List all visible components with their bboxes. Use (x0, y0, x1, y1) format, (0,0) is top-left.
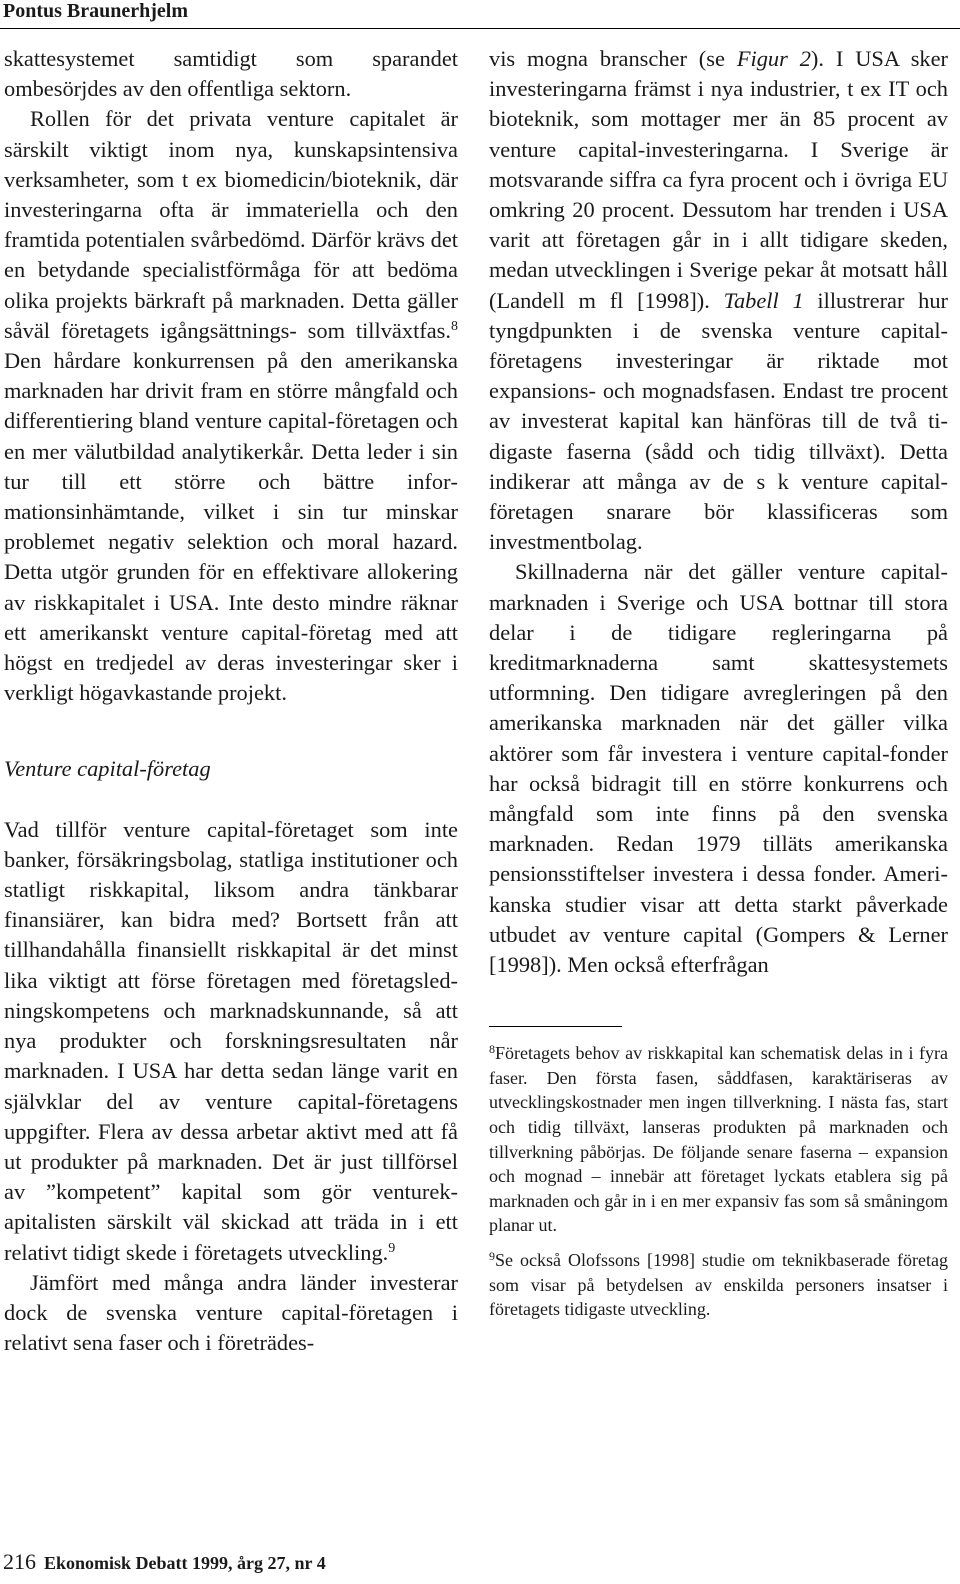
paragraph: Jämfört med många andra länder investerar dock de svenska venture capital-företagen i relativt sena faser och i företrädes- (4, 1269, 458, 1356)
paragraph-text: illustrerar hur tyngdpunkten i de svenska venture capital-företagens investeringar är riktade mot expansions- och mognadsfasen. Endast tre procent av investerat kapital kan hänföras till de två tidigaste faserna (sådd och tidig tillväxt). Detta indikerar att många av de s k venture capital-företagen snarare bör klassificeras som investmentbolag. (489, 287, 948, 555)
figure-reference[interactable]: Figur 2 (736, 46, 811, 71)
table-reference[interactable]: Tabell 1 (723, 287, 804, 313)
section-heading: Venture capital-företag (4, 756, 211, 782)
page-number: 216 (3, 1549, 36, 1574)
footnote-8 (489, 1041, 948, 1238)
footnote-number: 8 (489, 1042, 495, 1057)
footnote-text: Se också Olofssons [1998] studie om teknikbaserade företag som visar på betydelsen av enskilda personers insatser i företagets tidigaste utveckling. (489, 1250, 948, 1320)
right-column (489, 44, 948, 1332)
paragraph-text: Vad tillför venture capital-företaget som inte banker, försäkringsbolag, statliga institutioner och statligt riskkapital, liksom andra tänkbarar finansiärer, kan bidra med? Bortsett från att tillhandahålla finansiellt riskkapital är det minst lika viktigt att förse företagen med företagsledningskompetens och marknadskunnande, så att nya produkter och forskningsresultaten når marknaden. I USA har detta sedan länge varit en självklar del av venture capital-företagens uppgifter. Flera av dessa arbetar aktivt med att få ut produkter på marknaden. Det är just tillförsel av ”kompetent” kapital som gör venturekapitalisten särskilt väl skickad att träda in i ett relativt tidigt skede i företagets utveckling. (4, 816, 458, 1265)
footnote-ref-8[interactable]: 8 (451, 318, 458, 334)
paragraph (4, 104, 458, 708)
paragraph (489, 44, 948, 557)
left-column (4, 44, 458, 1358)
paragraph-text: Rollen för det privata venture capitalet är särskilt viktigt inom nya, kunskapsintensiva verksamheter, som t ex biomedicin/bioteknik, där investeringarna ofta är immateriella och den framtida potentialen svårbedömd. Därför krävs det en betydande specialistförmåga för att bedöma olika projekts bärkraft på marknaden. Detta gäller såväl företagets igångsättnings- som tillväxtfas. (4, 106, 458, 343)
paragraph-text: vis mogna branscher (se (489, 46, 737, 71)
paragraph-text: ). I USA sker investeringarna främst i nya industrier, t ex IT och bioteknik, som mottager mer än 85 procent av venture capital-investeringarna. I Sverige är motsvarande siffra ca fyra procent och i övriga EU omkring 20 procent. Dessutom har trenden i USA varit att företagen går in i allt tidigare skeden, medan utvecklingen i Sverige pekar åt motsatt håll (Landell m fl [1998]). (489, 46, 948, 313)
footnote-9 (489, 1248, 948, 1322)
footnote-number: 9 (489, 1249, 495, 1264)
header-rule (0, 28, 960, 29)
footnote-rule (489, 1026, 622, 1027)
paragraph (4, 815, 458, 1268)
running-head-author: Pontus Braunerhjelm (3, 0, 188, 22)
footnote-text: Företagets behov av riskkapital kan schematisk delas in i fyra faser. Den första fasen, såddfasen, karaktäriseras av utvecklingskostnader men ingen tillverkning. I nästa fas, start och tidig tillväxt, lanseras produkten på marknaden och tillverkning påbörjas. De följande senare faserna – expansion och mognad – innebär att företaget lyckats etablera sig på marknaden och går in i en mer expansiv fas som så småningom planar ut. (489, 1043, 948, 1236)
paragraph: skattesystemet samtidigt som sparandet ombesörjdes av den offentliga sektorn. (4, 46, 458, 102)
journal-name: Ekonomisk Debatt 1999, årg 27, nr 4 (44, 1553, 326, 1573)
paragraph: Skillnaderna när det gäller venture capital-marknaden i Sverige och USA bottnar till stora delar i de tidigare regleringarna på kreditmarknaderna samt skattesystemets utformning. Den tidigare avregleringen på den amerikanska marknaden när det gäller vilka aktörer som får investera i venture capital-fonder har också bidragit till en större konkurrens och mångfald som inte finns på den svenska marknaden. Redan 1979 tilläts amerikanska pensionsstiftelser investera i dessa fonder. Amerikanska studier visar att detta starkt påverkade utbudet av venture capital (Gompers & Lerner [1998]). Men också efterfrågan (489, 559, 948, 978)
page-footer (3, 1549, 326, 1576)
paragraph-text: Den hårdare konkurrensen på den amerikanska marknaden har drivit fram en större mångfald och differentiering bland venture capital-företagen och en mer välutbildad analytikerkår. Detta leder i sin tur till ett större och bättre informationsinhämtande, vilket i sin tur minskar problemet negativ selektion och moral hazard. Detta utgör grunden för en effektivare allokering av riskkapitalet i USA. Inte desto mindre räknar ett amerikanskt venture capital-företag med att högst en tredjedel av deras investeringar sker i verkligt högavkastande projekt. (4, 348, 458, 706)
footnote-ref-9[interactable]: 9 (388, 1240, 396, 1256)
